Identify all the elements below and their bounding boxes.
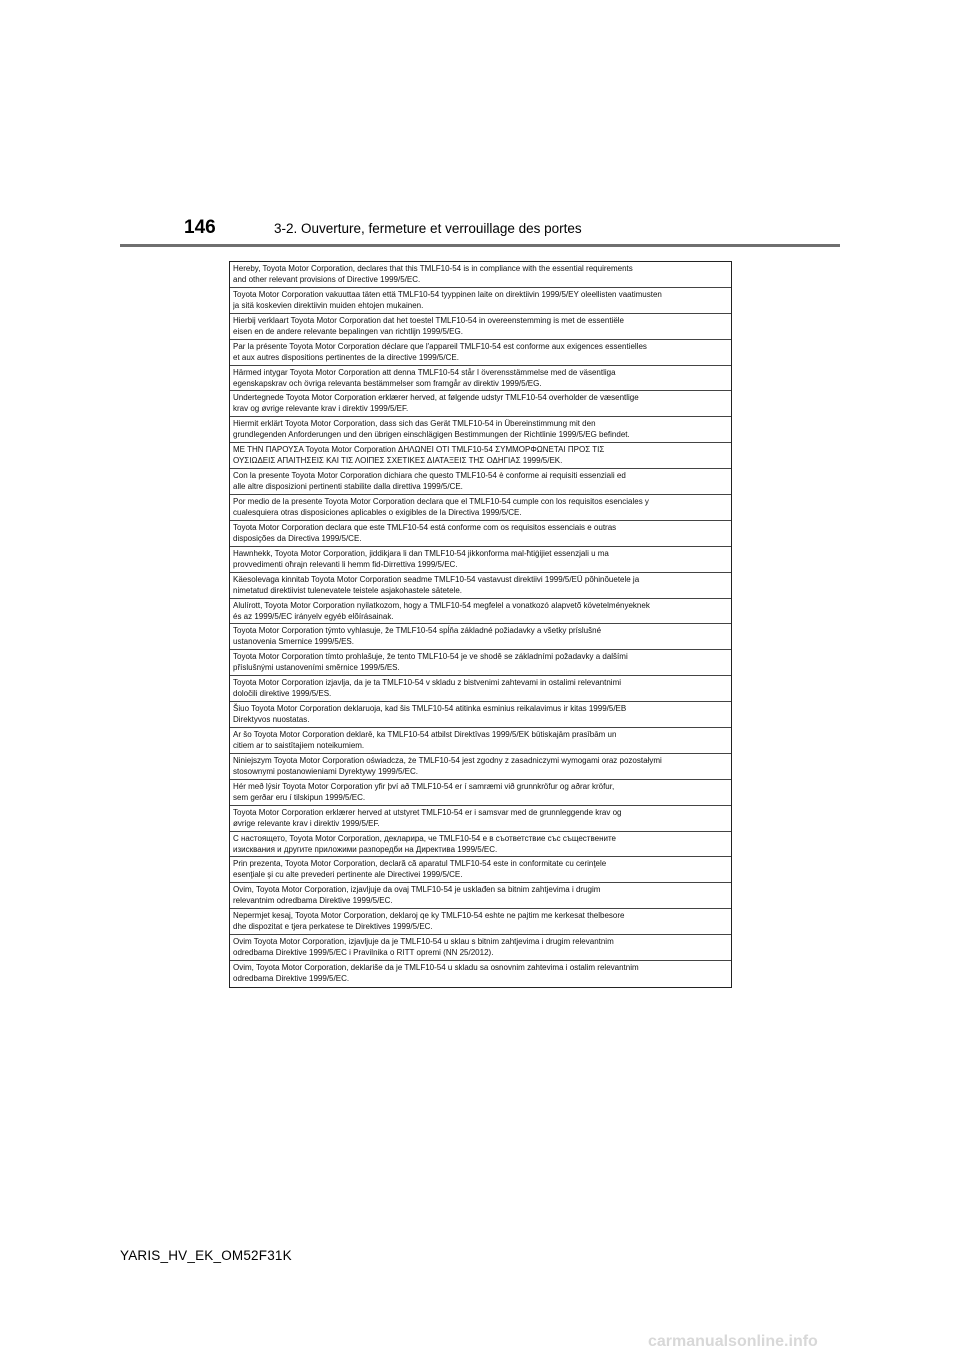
declaration-text: Con la presente Toyota Motor Corporation dichiara che questo TMLF10-54 è conforme ai requisiti essenziali ed <box>233 471 626 481</box>
declaration-row <box>230 443 731 469</box>
declaration-text: krav og øvrige relevante krav i direktiv 1999/5/EF. <box>233 404 409 414</box>
declaration-text: Šiuo Toyota Motor Corporation deklaruoja, kad šis TMLF10-54 atitinka esminius reikalavimus ir kitas 1999/5/EB <box>233 704 627 714</box>
declaration-row <box>230 573 731 599</box>
declaration-text: nimetatud direktiivist tulenevatele teistele asjakohastele sätetele. <box>233 585 463 595</box>
declaration-row <box>230 469 731 495</box>
declaration-text: provvedimenti oħrajn relevanti li hemm fid-Dirrettiva 1999/5/EC. <box>233 559 458 569</box>
declaration-row <box>230 702 731 728</box>
declaration-text: alle altre disposizioni pertinenti stabilite dalla direttiva 1999/5/CE. <box>233 482 463 492</box>
declaration-row <box>230 650 731 676</box>
declaration-text: Alulírott, Toyota Motor Corporation nyilatkozom, hogy a TMLF10-54 megfelel a vonatkozó alapvetõ követelményeknek <box>233 600 650 610</box>
declaration-row <box>230 909 731 935</box>
declaration-row <box>230 340 731 366</box>
watermark[interactable]: carmanualsonline.info <box>648 1333 818 1350</box>
declaration-row <box>230 314 731 340</box>
declaration-text: ja sitä koskevien direktiivin muiden ehtojen mukainen. <box>233 300 424 310</box>
header-divider <box>120 244 840 247</box>
document-id: YARIS_HV_EK_OM52F31K <box>120 1248 292 1263</box>
declaration-text: and other relevant provisions of Directive 1999/5/EC. <box>233 275 421 284</box>
declaration-row <box>230 676 731 702</box>
declaration-text: Toyota Motor Corporation declara que este TMLF10-54 está conforme com os requisitos essenciais e outras <box>233 522 617 532</box>
declaration-row <box>230 288 731 314</box>
declaration-text: stosownymi postanowieniami Dyrektywy 1999/5/EC. <box>233 766 418 776</box>
declaration-text: Hawnhekk, Toyota Motor Corporation, jiddikjara li dan TMLF10-54 jikkonforma mal-ħtiġijiet essenzjali u ma <box>233 548 609 558</box>
declaration-text: Toyota Motor Corporation vakuuttaa täten että TMLF10-54 tyyppinen laite on direktiivin 1999/5/EY oleellisten vaatimusten <box>233 289 662 299</box>
declaration-text: Niniejszym Toyota Motor Corporation oświadcza, że TMLF10-54 jest zgodny z zasadniczymi wymogami oraz pozostałymi <box>233 755 662 765</box>
declaration-text: изисквания и другите приложими разпоредби на Директива 1999/5/ЕС. <box>233 844 498 854</box>
declaration-text: Undertegnede Toyota Motor Corporation erklærer herved, at følgende udstyr TMLF10-54 overholder de væsentlige <box>233 393 639 403</box>
declaration-text: Nepermjet kesaj, Toyota Motor Corporation, deklaroj qe ky TMLF10-54 eshte ne pajtim me kerkesat thelbesore <box>233 911 625 921</box>
page-number: 146 <box>184 217 216 238</box>
declaration-row <box>230 883 731 909</box>
declaration-row <box>230 599 731 625</box>
declaration-text: esenţiale şi cu alte prevederi pertinente ale Directivei 1999/5/CE. <box>233 870 463 880</box>
declaration-text: egenskapskrav och övriga relevanta bestämmelser som framgår av direktiv 1999/5/EG. <box>233 378 542 388</box>
declaration-text: ΜΕ ΤΗΝ ΠΑΡΟΥΣΑ Toyota Motor Corporation ΔΗΛΩΝΕΙ ΟΤΙ TMLF10-54 ΣΥΜΜΟΡΦΩΝΕΤΑΙ ΠΡΟΣ ΤΙΣ <box>233 445 605 455</box>
declaration-text: disposições da Directiva 1999/5/CE. <box>233 533 362 543</box>
declaration-text: Toyota Motor Corporation tímto prohlašuje, že tento TMLF10-54 je ve shodě se základními požadavky a dalšími <box>233 652 628 662</box>
declaration-text: Hierbij verklaart Toyota Motor Corporation dat het toestel TMLF10-54 in overeenstemming is met de essentiële <box>233 315 625 325</box>
section-title: 3-2. Ouverture, fermeture et verrouillage des portes <box>274 221 582 236</box>
declaration-text: dhe dispozitat e tjera perkatese te Direktives 1999/5/EC. <box>233 922 433 932</box>
declaration-text: Hiermit erklärt Toyota Motor Corporation, dass sich das Gerät TMLF10-54 in Übereinstimmung mit den <box>233 419 596 429</box>
declaration-text: Por medio de la presente Toyota Motor Corporation declara que el TMLF10-54 cumple con los requisitos esenciales y <box>233 497 649 507</box>
declaration-row <box>230 961 731 987</box>
declaration-text: relevantnim odredbama Direktive 1999/5/EC. <box>233 896 393 906</box>
declaration-text: Ovim, Toyota Motor Corporation, deklariše da je TMLF10-54 u skladu sa osnovnim zahtevima i ostalim relevantnim <box>233 963 639 973</box>
declaration-text: Käesolevaga kinnitab Toyota Motor Corporation seadme TMLF10-54 vastavust direktiivi 1999/5/EÜ põhinõuetele ja <box>233 574 640 584</box>
declaration-row <box>230 391 731 417</box>
declaration-row <box>230 624 731 650</box>
declaration-text: С настоящето, Toyota Motor Corporation, декларира, че TMLF10-54 е в съответствие със съществените <box>233 833 616 843</box>
declaration-text: Ar šo Toyota Motor Corporation deklarē, ka TMLF10-54 atbilst Direktīvas 1999/5/EK būtiskajām prasībām un <box>233 730 617 740</box>
declaration-text: odredbama Direktive 1999/5/EC. <box>233 974 350 984</box>
declaration-row <box>230 728 731 754</box>
declaration-text: Toyota Motor Corporation erklærer herved at utstyret TMLF10-54 er i samsvar med de grunnleggende krav og <box>233 807 622 817</box>
declaration-row <box>230 521 731 547</box>
declaration-text: sem gerðar eru í tilskipun 1999/5/EC. <box>233 792 366 802</box>
declaration-row <box>230 832 731 858</box>
declaration-row <box>230 547 731 573</box>
declaration-text: citiem ar to saistītajiem noteikumiem. <box>233 741 365 751</box>
declaration-text: Hereby, Toyota Motor Corporation, declares that this TMLF10-54 is in compliance with the essential requirements <box>233 264 633 273</box>
declaration-text: cualesquiera otras disposiciones aplicables o exigibles de la Directiva 1999/5/CE. <box>233 508 522 518</box>
declaration-text: Par la présente Toyota Motor Corporation déclare que l'appareil TMLF10-54 est conforme aux exigences essentielles <box>233 341 647 351</box>
declaration-text: ustanovenia Smernice 1999/5/ES. <box>233 637 354 647</box>
declaration-text: Direktyvos nuostatas. <box>233 715 310 725</box>
declaration-row <box>230 857 731 883</box>
declaration-text: Toyota Motor Corporation izjavlja, da je ta TMLF10-54 v skladu z bistvenimi zahtevami in ostalimi relevantnimi <box>233 678 622 688</box>
declaration-text: és az 1999/5/EC irányelv egyéb elõírásainak. <box>233 611 394 621</box>
declaration-row <box>230 262 731 288</box>
declaration-text: odredbama Direktive 1999/5/EC i Pravilnika o RITT opremi (NN 25/2012). <box>233 948 494 958</box>
declaration-row <box>230 754 731 780</box>
declaration-row <box>230 806 731 832</box>
declaration-text: eisen en de andere relevante bepalingen van richtlijn 1999/5/EG. <box>233 326 463 336</box>
declaration-text: ΟΥΣΙΩΔΕΙΣ ΑΠΑΙΤΗΣΕΙΣ ΚΑΙ ΤΙΣ ΛΟΙΠΕΣ ΣΧΕΤΙΚΕΣ ΔΙΑΤΑΞΕΙΣ ΤΗΣ ΟΔΗΓΙΑΣ 1999/5/ΕΚ. <box>233 456 563 466</box>
declaration-text: Härmed intygar Toyota Motor Corporation att denna TMLF10-54 står I överensstämmelse med de väsentliga <box>233 367 616 377</box>
declaration-row <box>230 780 731 806</box>
declaration-text: příslušnými ustanoveními směrnice 1999/5/ES. <box>233 663 400 673</box>
declaration-row <box>230 495 731 521</box>
declaration-text: Ovim Toyota Motor Corporation, izjavljuje da je TMLF10-54 u sklau s bitnim zahtjevima i drugim relevantnim <box>233 937 614 947</box>
declaration-row <box>230 366 731 392</box>
declaration-row <box>230 417 731 443</box>
declarations-of-conformity-table <box>229 261 732 988</box>
declaration-text: določili direktive 1999/5/ES. <box>233 689 332 699</box>
declaration-text: Toyota Motor Corporation týmto vyhlasuje, že TMLF10-54 spĺňa základné požiadavky a všetky príslušné <box>233 626 602 636</box>
declaration-text: øvrige relevante krav i direktiv 1999/5/EF. <box>233 818 380 828</box>
declaration-text: et aux autres dispositions pertinentes de la directive 1999/5/CE. <box>233 352 459 362</box>
declaration-text: Prin prezenta, Toyota Motor Corporation, declară că aparatul TMLF10-54 este in conformitate cu cerinţele <box>233 859 607 869</box>
declaration-text: Ovim, Toyota Motor Corporation, izjavljuje da ovaj TMLF10-54 je usklađen sa bitnim zahtjevima i drugim <box>233 885 601 895</box>
declaration-text: grundlegenden Anforderungen und den übrigen einschlägigen Bestimmungen der Richtlinie 1999/5/EG befindet. <box>233 430 630 440</box>
declaration-text: Hér með lýsir Toyota Motor Corporation yfir því að TMLF10-54 er í samræmi við grunnkröfur og aðrar kröfur, <box>233 781 615 791</box>
declaration-row <box>230 935 731 961</box>
